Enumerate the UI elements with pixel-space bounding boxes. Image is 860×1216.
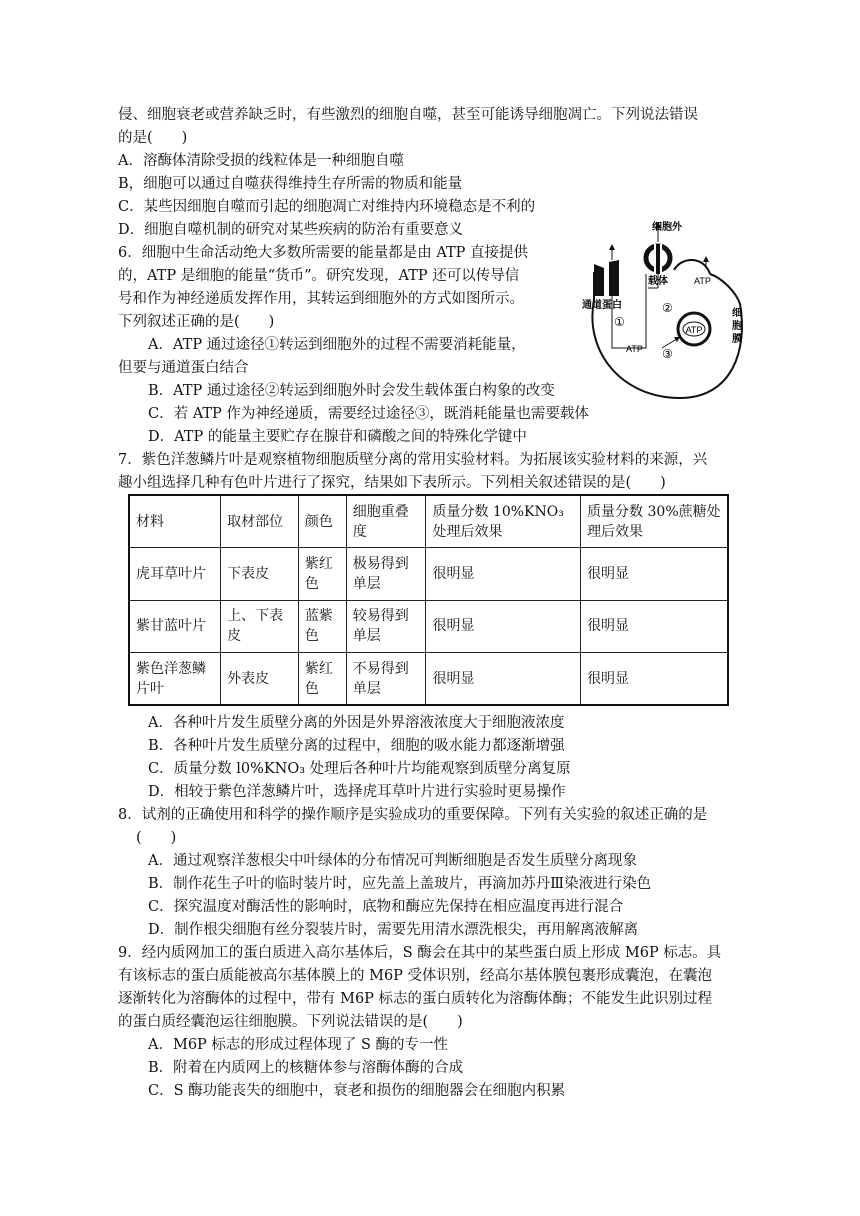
table-cell: 很明显 <box>426 600 581 653</box>
vesicle-atp-label: ATP <box>685 325 703 335</box>
q9-option-a: A．M6P 标志的形成过程体现了 S 酶的专一性 <box>148 1037 449 1053</box>
table-cell: 极易得到单层 <box>346 548 426 601</box>
q8-stem-line: 8．试剂的正确使用和科学的操作顺序是实验成功的重要保障。下列有关实验的叙述正确的是 <box>118 807 708 823</box>
q8-option-b: B．制作花生子叶的临时装片时，应先盖上盖玻片，再滴加苏丹Ⅲ染液进行染色 <box>148 876 652 892</box>
q5-stem-line: 的是( ) <box>118 130 188 146</box>
table-header-row <box>129 495 728 548</box>
q7-option-b: B．各种叶片发生质壁分离的过程中，细胞的吸水能力都逐渐增强 <box>148 738 565 754</box>
label-channel: 通道蛋白 <box>582 300 622 311</box>
arrow-out-channel-head <box>609 244 615 250</box>
q9-stem-line: 逐渐转化为溶酶体的过程中，带有 M6P 标志的蛋白质转化为溶酶体酶；不能发生此识别过程 <box>118 991 713 1007</box>
table-row <box>129 548 728 601</box>
vesicle-opening <box>674 260 710 274</box>
q7-option-c: C．质量分数 l0%KNO₃ 处理后各种叶片均能观察到质壁分离复原 <box>148 761 571 777</box>
q9-stem-line: 有该标志的蛋白质能被高尔基体膜上的 M6P 受体识别，经高尔基体膜包裹形成囊泡，在囊泡 <box>118 968 713 984</box>
table-header-cell: 颜色 <box>298 495 346 548</box>
table-cell: 很明显 <box>581 653 728 706</box>
table-cell: 虎耳草叶片 <box>129 548 221 601</box>
q7-option-d: D．相较于紫色洋葱鳞片叶，选择虎耳草叶片进行实验时更易操作 <box>148 784 566 800</box>
table-header-cell: 质量分数 30%蔗糖处理后效果 <box>581 495 728 548</box>
table-cell: 下表皮 <box>221 548 299 601</box>
q6-stem-line: 的，ATP 是细胞的能量“货币”。研究发现，ATP 还可以传导信 <box>118 268 520 284</box>
arrow-out-vesicle-head <box>703 256 709 262</box>
q9-option-c: C．S 酶功能丧失的细胞中，衰老和损伤的细胞器会在细胞内积累 <box>148 1083 566 1099</box>
q6-stem-line: 下列叙述正确的是( ) <box>118 314 275 330</box>
table-cell: 较易得到单层 <box>346 600 426 653</box>
table-cell: 很明显 <box>581 548 728 601</box>
table-cell: 很明显 <box>426 653 581 706</box>
q6-stem-line: 6．细胞中生命活动绝大多数所需要的能量都是由 ATP 直接提供 <box>118 245 529 261</box>
table-cell: 外表皮 <box>221 653 299 706</box>
q5-option-b: B，细胞可以通过自噬获得维持生存所需的物质和能量 <box>118 176 463 192</box>
q8-option-a: A．通过观察洋葱根尖中叶绿体的分布情况可判断细胞是否发生质壁分离现象 <box>148 853 637 869</box>
channel-protein-right <box>609 260 619 296</box>
q6-option-a-cont: 但要与通道蛋白结合 <box>118 360 249 376</box>
q8-option-d: D．制作根尖细胞有丝分裂装片时，需要先用清水漂洗根尖，再用解离液解离 <box>148 922 639 938</box>
table-row <box>129 600 728 653</box>
table-cell: 紫色洋葱鳞片叶 <box>129 653 221 706</box>
label-path1: ① <box>614 315 625 329</box>
label-path2: ② <box>662 301 673 315</box>
table-cell: 紫红色 <box>298 548 346 601</box>
path2-line <box>638 274 646 348</box>
table-header-cell: 细胞重叠度 <box>346 495 426 548</box>
label-membrane-char-3: 膜 <box>732 334 742 345</box>
q5-option-a: A．溶酶体清除受损的线粒体是一种细胞自噬 <box>118 153 404 169</box>
label-carrier: 载体 <box>648 276 668 287</box>
label-outside: 细胞外 <box>652 222 682 233</box>
q5-stem-line: 侵、细胞衰老或营养缺乏时，有些激烈的细胞自噬，甚至可能诱导细胞凋亡。下列说法错误 <box>118 107 698 123</box>
label-path3: ③ <box>662 347 673 361</box>
q6-option-c: C．若 ATP 作为神经递质，需要经过途径③，既消耗能量也需要载体 <box>148 406 589 422</box>
table-header-cell: 取材部位 <box>221 495 299 548</box>
q5-option-c: C．某些因细胞自噬而引起的细胞凋亡对维持内环境稳态是不利的 <box>118 199 536 215</box>
table-cell: 很明显 <box>426 548 581 601</box>
q9-stem-line: 9．经内质网加工的蛋白质进入高尔基体后，S 酶会在其中的某些蛋白质上形成 M6P 标志。具 <box>118 945 722 961</box>
table-cell: 很明显 <box>581 600 728 653</box>
q9-option-b: B．附着在内质网上的核糖体参与溶酶体酶的合成 <box>148 1060 464 1076</box>
q6-stem-line: 号和作为神经递质发挥作用，其转运到细胞外的方式如图所示。 <box>118 291 524 307</box>
path3-arrowhead <box>674 337 680 342</box>
table-header-cell: 质量分数 10%KNO₃ 处理后效果 <box>426 495 581 548</box>
q7-stem-line: 趣小组选择几种有色叶片进行了探究，结果如下表所示。下列相关叙述错误的是( ) <box>118 475 666 491</box>
label-membrane-char-1: 细 <box>732 308 742 319</box>
table-header-cell: 材料 <box>129 495 221 548</box>
q5-option-d: D．细胞自噬机制的研究对某些疾病的防治有重要意义 <box>118 222 464 238</box>
carrier-core <box>656 244 660 274</box>
table-cell: 上、下表皮 <box>221 600 299 653</box>
table-cell: 不易得到单层 <box>346 653 426 706</box>
q6-option-a: A．ATP 通过途径①转运到细胞外的过程不需要消耗能量， <box>148 337 526 353</box>
label-membrane-char-2: 胞 <box>732 321 742 332</box>
q7-option-a: A．各种叶片发生质壁分离的外因是外界溶液浓度大于细胞液浓度 <box>148 715 565 731</box>
label-atp-out: ATP <box>694 276 711 286</box>
label-membrane <box>732 306 745 345</box>
table-row <box>129 653 728 706</box>
q8-stem-line: ( ) <box>136 830 177 846</box>
q7-stem-line: 7．紫色洋葱鳞片叶是观察植物细胞质壁分离的常用实验材料。为拓展该实验材料的来源，兴 <box>118 452 708 468</box>
results-table <box>128 494 729 706</box>
table-cell: 紫甘蓝叶片 <box>129 600 221 653</box>
q8-option-c: C．探究温度对酶活性的影响时，底物和酶应先保持在相应温度再进行混合 <box>148 899 624 915</box>
q6-option-d: D．ATP 的能量主要贮存在腺苷和磷酸之间的特殊化学键中 <box>148 429 527 445</box>
label-atp-in: ATP <box>626 344 643 354</box>
table-cell: 蓝紫色 <box>298 600 346 653</box>
table-cell: 紫红色 <box>298 653 346 706</box>
atp-transport-diagram <box>582 212 752 402</box>
channel-protein-left <box>594 264 604 296</box>
q6-option-b: B．ATP 通过途径②转运到细胞外时会发生载体蛋白构象的改变 <box>148 383 555 399</box>
q9-stem-line: 的蛋白质经囊泡运往细胞膜。下列说法错误的是( ) <box>118 1014 463 1030</box>
